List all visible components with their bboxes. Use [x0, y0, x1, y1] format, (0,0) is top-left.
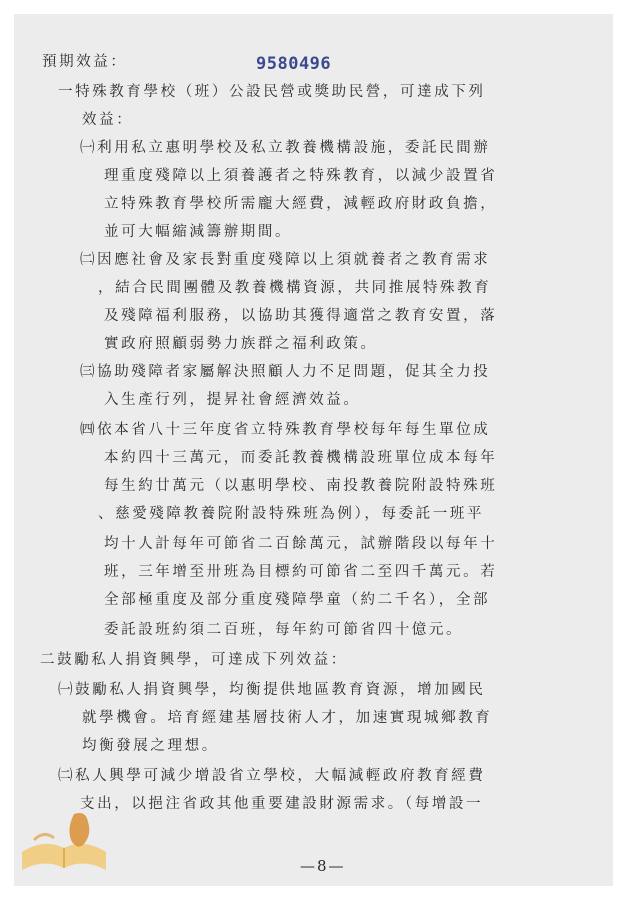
text-line: 班，三年增至卅班為目標約可節省二至四千萬元。若 [104, 564, 498, 580]
text-line: ㈢協助殘障者家屬解決照顧人力不足問題，促其全力投 [80, 364, 491, 380]
text-line: ㈣依本省八十三年度省立特殊教育學校每年每生單位成 [80, 422, 491, 438]
book-map-logo-icon [14, 800, 114, 880]
document-page [14, 14, 613, 886]
text-line: ，結合民間團體及教養機構資源，共同推展特殊教育 [98, 280, 492, 296]
page-number: —8— [300, 857, 346, 875]
text-line: 入生產行列，提昇社會經濟效益。 [104, 392, 361, 408]
text-line: 效益： [82, 112, 134, 128]
text-line: 均衡發展之理想。 [82, 738, 219, 754]
section-heading: 預期效益： [42, 54, 128, 70]
text-line: 支出，以挹注省政其他重要建設財源需求。（每增設一 [80, 796, 484, 812]
document-number-stamp: 9580496 [256, 54, 332, 74]
text-line: 及殘障福利服務，以協助其獲得適當之教育安置，落 [104, 308, 498, 324]
text-line: 就學機會。培育經建基層技術人才，加速實現城鄉教育 [82, 710, 493, 726]
text-line: 實政府照顧弱勢力族群之福利政策。 [104, 336, 378, 352]
text-line: ㈡私人興學可減少增設省立學校，大幅減輕政府教育經費 [58, 768, 486, 784]
text-line: 、慈愛殘障教養院附設特殊班為例），每委託一班平 [98, 506, 485, 522]
section-heading: 二鼓勵私人捐資興學，可達成下列效益： [40, 652, 348, 668]
text-line: ㈠利用私立惠明學校及私立教養機構設施，委託民間辦 [80, 140, 491, 156]
text-line: 全部極重度及部分重度殘障學童（約二千名），全部 [104, 592, 491, 608]
text-line: 一特殊教育學校（班）公設民營或獎助民營，可達成下列 [58, 84, 486, 100]
text-line: 理重度殘障以上須養護者之特殊教育，以減少設置省 [104, 168, 498, 184]
text-line: ㈡因應社會及家長對重度殘障以上須就養者之教育需求 [80, 252, 491, 268]
text-line: 並可大幅縮減籌辦期間。 [104, 224, 293, 240]
text-line: 均十人計每年可節省二百餘萬元，試辦階段以每年十 [104, 536, 498, 552]
text-line: 每生約廿萬元（以惠明學校、南投教養院附設特殊班 [104, 478, 498, 494]
text-line: 立特殊教育學校所需龐大經費，減輕政府財政負擔， [104, 196, 498, 212]
text-line: ㈠鼓勵私人捐資興學，均衡提供地區教育資源，增加國民 [58, 682, 486, 698]
text-line: 本約四十三萬元，而委託教養機構設班單位成本每年 [104, 450, 498, 466]
text-line: 委託設班約須二百班，每年約可節省四十億元。 [104, 622, 464, 638]
